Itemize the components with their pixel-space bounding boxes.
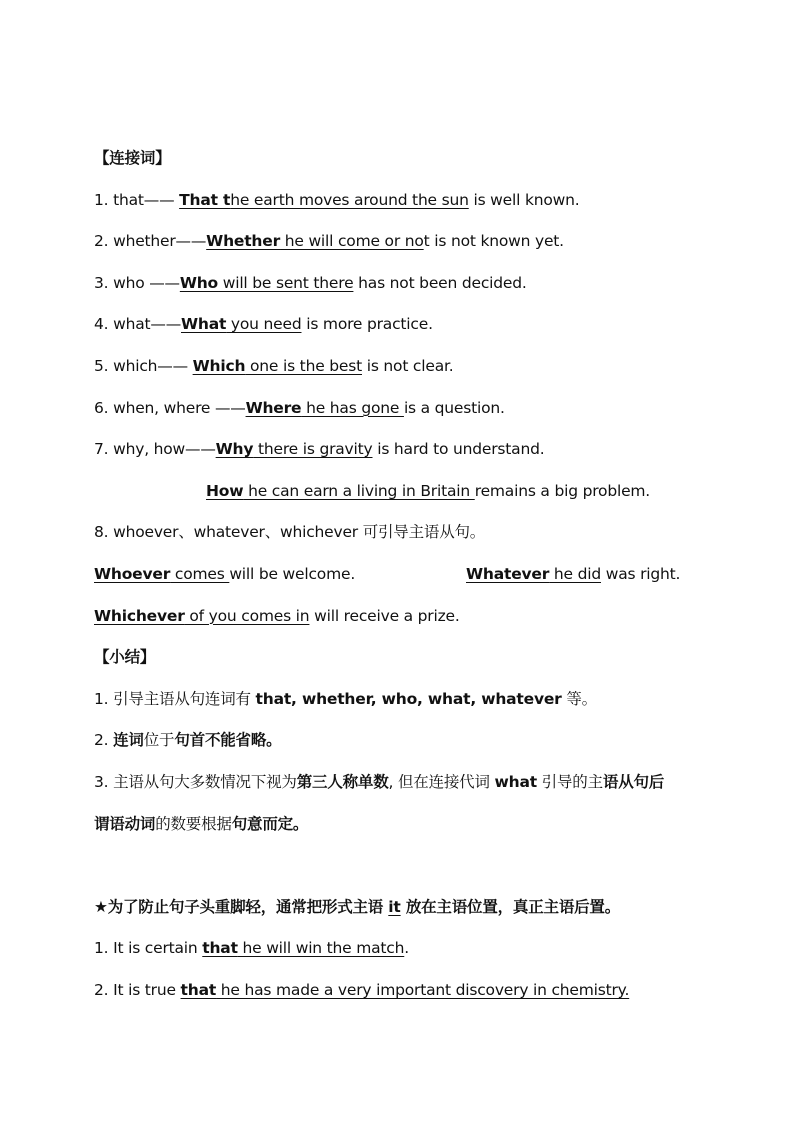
bold-text: 句意而定。 — [231, 814, 309, 833]
text-segment: is hard to understand. — [372, 440, 545, 459]
text-segment: 2. It is true — [94, 981, 181, 999]
bold-text: 谓语动词 — [94, 814, 156, 833]
text-segment: 5. which—— — [94, 357, 193, 375]
text-segment: 1. that—— — [94, 190, 180, 209]
text-line — [94, 522, 485, 542]
underlined-clause: that — [180, 981, 217, 999]
underlined-clause: Where — [245, 398, 302, 417]
underlined-clause: How — [206, 481, 244, 500]
bold-text: ★为了防止句子头重脚轻，通常把形式主语 — [94, 897, 389, 916]
text-line — [94, 231, 564, 251]
bold-text: 第三人称单数 — [296, 773, 389, 791]
text-line — [94, 606, 460, 626]
text-segment: 2. — [94, 731, 114, 750]
text-segment: 1. It is certain — [94, 939, 203, 958]
bold-text: 放在主语位置，真正主语后置。 — [400, 897, 621, 916]
text-line — [94, 398, 505, 418]
bold-text: 【小结】 — [94, 648, 156, 667]
text-segment: 6. when, where —— — [94, 398, 246, 417]
text-segment: will be welcome. — [229, 565, 356, 583]
text-line — [94, 356, 453, 376]
underlined-clause: Which — [192, 357, 246, 375]
bold-text: 句首不能省略。 — [174, 731, 282, 750]
text-line — [94, 564, 681, 584]
underlined-clause: you need — [226, 315, 302, 334]
text-segment: 3. 主语从句大多数情况下视为 — [94, 773, 297, 791]
underlined-clause: one is the best — [245, 357, 362, 375]
underlined-clause: he can earn a living in Britain — [243, 481, 475, 500]
text-line — [94, 814, 308, 834]
text-line — [94, 273, 527, 293]
text-segment: . — [404, 939, 409, 958]
text-segment: will receive a prize. — [309, 606, 460, 625]
text-segment: 3. who —— — [94, 273, 180, 292]
text-segment: 等。 — [561, 689, 597, 708]
text-segment: has not been decided. — [353, 273, 527, 292]
bold-text: 【连接词】 — [94, 149, 171, 167]
text-line — [94, 190, 579, 210]
underlined-clause: Whether — [206, 232, 281, 251]
underlined-clause: Why — [215, 440, 254, 459]
underlined-clause: will be sent there — [218, 273, 354, 292]
bold-text: that, whether, who, what, whatever — [255, 689, 562, 708]
underlined-clause: he has gone — [301, 398, 404, 417]
underlined-clause: Whichever — [94, 606, 185, 625]
bold-text: 连词 — [113, 731, 144, 750]
text-segment: 7. why, how—— — [94, 440, 216, 459]
text-segment: is not clear. — [361, 357, 454, 375]
underlined-clause: it — [388, 897, 401, 916]
text-segment: was right. — [601, 565, 681, 583]
underlined-clause: comes — [170, 565, 230, 583]
text-segment: , 但在连接代词 — [388, 773, 495, 791]
underlined-clause: That t — [179, 190, 231, 209]
text-segment: 引导的主 — [536, 773, 603, 791]
text-line — [94, 772, 664, 792]
text-line — [94, 148, 171, 168]
text-segment: is more practice. — [301, 315, 433, 334]
text-line — [94, 980, 629, 1000]
underlined-clause: he will win the match — [237, 939, 405, 958]
underlined-clause: that — [202, 939, 238, 958]
text-line — [94, 314, 433, 334]
underlined-clause: Who — [179, 273, 219, 292]
text-line — [94, 938, 409, 958]
text-segment: 位于 — [143, 731, 175, 750]
underlined-clause: he did — [549, 565, 601, 583]
underlined-clause: What — [181, 315, 227, 334]
text-segment: 1. 引导主语从句连词有 — [94, 689, 256, 708]
text-segment: 的数要根据 — [155, 814, 232, 833]
text-line — [94, 647, 155, 667]
text-segment: 2. whether—— — [94, 232, 207, 251]
underlined-clause: of you comes in — [184, 606, 310, 625]
text-line — [94, 689, 597, 709]
underlined-clause: he earth moves around the sun — [230, 190, 469, 209]
text-segment: is a question. — [403, 398, 505, 417]
underlined-clause: Whoever — [94, 565, 171, 583]
second-example — [466, 564, 680, 584]
underlined-clause: he will come or no — [280, 232, 424, 251]
text-segment: is well known. — [468, 190, 580, 209]
bold-text: what — [494, 773, 537, 791]
text-line — [206, 481, 650, 501]
text-line — [94, 897, 620, 917]
underlined-clause: there is gravity — [253, 440, 373, 459]
bold-text: 语从句后 — [602, 773, 665, 791]
underlined-clause: Whatever — [466, 565, 550, 583]
text-line — [94, 730, 281, 750]
underlined-clause: he has made a very important discovery in chemistry. — [216, 981, 630, 999]
text-line — [94, 439, 544, 459]
text-segment: remains a big problem. — [474, 481, 651, 500]
text-segment: t is not known yet. — [423, 232, 564, 251]
text-segment: 4. what—— — [94, 315, 181, 334]
text-segment: 8. whoever、whatever、whichever 可引导主语从句。 — [94, 523, 486, 542]
